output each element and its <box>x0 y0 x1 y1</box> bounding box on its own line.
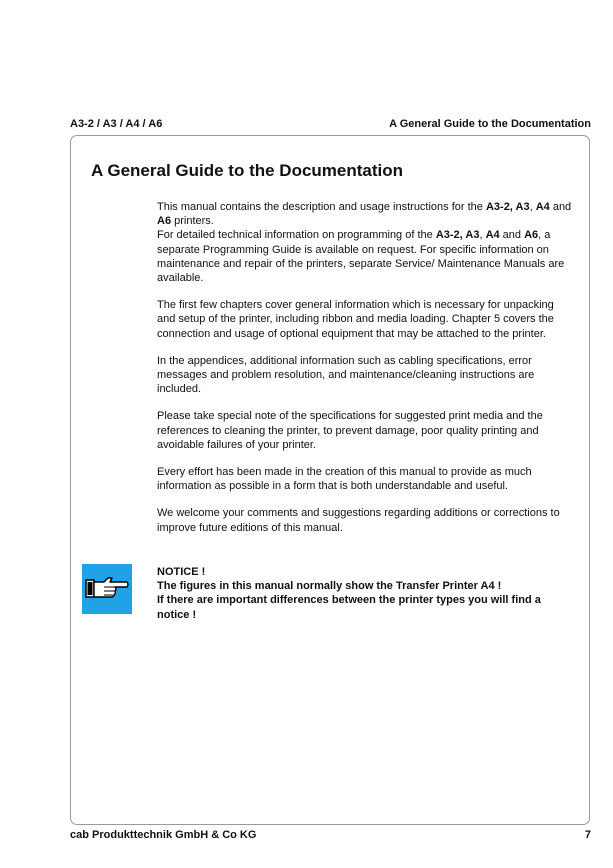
pointing-hand-icon <box>82 564 132 614</box>
text-run: and <box>499 229 525 242</box>
text-run: printers. <box>171 215 214 228</box>
text-run: This manual contains the description and usage instructions for the <box>157 201 486 213</box>
paragraph-feedback: We welcome your comments and suggestions regarding additions or corrections to improve future editions of this manual. <box>157 507 560 534</box>
page-number: 7 <box>584 829 591 841</box>
text-run: , <box>529 201 536 213</box>
notice-line-2: If there are important differences between the printer types you will find a notice ! <box>157 594 541 621</box>
paragraph-intro <box>157 200 572 285</box>
footer-company: cab Produkttechnik GmbH & Co KG <box>70 829 257 841</box>
body-text <box>157 200 572 548</box>
text-run: , a separate Programming Guide is available on request. For specific information on maintenance and repair of the printers, separate Service/ Maintenance Manuals are available. <box>157 229 565 285</box>
model-name: A6 <box>524 229 539 242</box>
paragraph-specifications: Please take special note of the specifications for suggested print media and the references to cleaning the printer, to prevent damage, poor quality printing and avoidable failures of your printer. <box>157 410 543 451</box>
model-name: A4 <box>485 229 500 242</box>
model-name: A3-2, A3 <box>485 201 530 213</box>
text-run: , <box>479 229 486 242</box>
header-section-title: A General Guide to the Documentation <box>389 118 591 130</box>
model-name: A3-2, A3 <box>435 229 480 242</box>
notice-box <box>157 565 572 622</box>
text-run: For detailed technical information on programming of the <box>157 229 436 242</box>
text-run: and <box>549 201 572 213</box>
paragraph-effort: Every effort has been made in the creation of this manual to provide as much information as possible in a form that is both understandable and useful. <box>157 466 532 493</box>
paragraph-appendices: In the appendices, additional information such as cabling specifications, error messages and problem resolution, and maintenance/cleaning instructions are included. <box>157 354 535 396</box>
model-name: A6 <box>157 215 172 228</box>
notice-line-1: The figures in this manual normally show the Transfer Printer A4 ! <box>157 580 502 593</box>
paragraph-chapters: The first few chapters cover general information which is necessary for unpacking and setup of the printer, including ribbon and media loading. Chapter 5 covers the connection and usage of optional equipment that may be attached to the printer. <box>157 299 554 340</box>
model-name: A4 <box>535 201 550 213</box>
header-product-models: A3-2 / A3 / A4 / A6 <box>70 118 163 130</box>
notice-heading: NOTICE ! <box>157 566 206 578</box>
page-title: A General Guide to the Documentation <box>91 161 404 180</box>
